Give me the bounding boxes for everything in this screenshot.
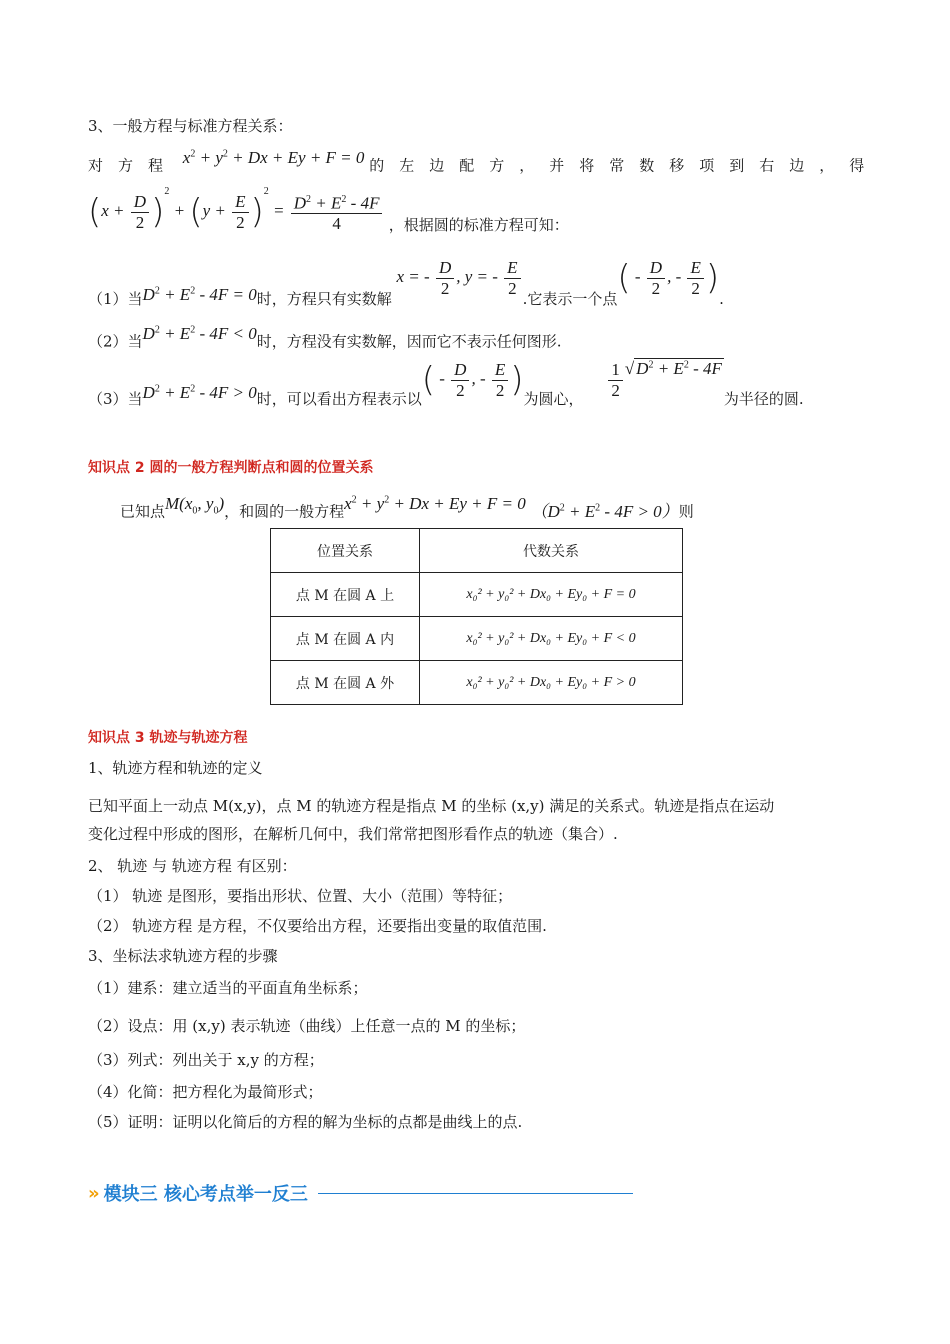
table-row: [271, 573, 683, 617]
completed-square-equation: (x + $\frac{D}{2}$ )$^2$ + (y + $\frac{E}{2}$ )$^2$ = $\frac{D^2 + E^2 - 4F}{4}$ ，根据圆的标准方程可知：: [88, 186, 569, 234]
subheading: 1、轨迹方程和轨迹的定义: [88, 759, 263, 777]
case-2-line: （2）当$D^2 + E^2 - 4F < 0$时，方程没有实数解，因而它不表示任何图形.: [88, 323, 562, 351]
knowledge-point-2-heading: 知识点 2 圆的一般方程判断点和圆的位置关系: [88, 460, 374, 476]
subheading: 3、坐标法求轨迹方程的步骤: [88, 947, 278, 965]
table-cell: x₀² + y₀² + Dx₀ + Ey₀ + F > 0: [420, 661, 683, 705]
definition-line: 已知平面上一动点 M(x,y)，点 M 的轨迹方程是指点 M 的坐标 (x,y) 满足的关系式。轨迹是指点在运动: [88, 797, 775, 815]
banner-divider: [318, 1193, 633, 1194]
equation: $x^2 + y^2 + Dx + Ey + F = 0$: [182, 147, 365, 167]
list-item: （3）列式：列出关于 x,y 的方程；: [88, 1051, 324, 1069]
table-cell: 点 M 在圆 A 内: [271, 617, 420, 661]
table-cell: 点 M 在圆 A 上: [271, 573, 420, 617]
paragraph-line: 对方程 $x^2 + y^2 + Dx + Ey + F = 0$ 的左边配方，并将常数移项到右边，得: [88, 147, 880, 175]
table-cell: x₀² + y₀² + Dx₀ + Ey₀ + F = 0: [420, 573, 683, 617]
list-item: （1） 轨迹 是图形，要指出形状、位置、大小（范围）等特征；: [88, 887, 513, 905]
banner-title: 模块三 核心考点举一反三: [103, 1184, 308, 1205]
module-banner: [88, 1180, 633, 1206]
section-heading: 3、一般方程与标准方程关系：: [88, 117, 293, 135]
position-relation-table: [270, 528, 683, 705]
subheading: 2、 轨迹 与 轨迹方程 有区别：: [88, 857, 297, 875]
list-item: （2）设点：用 (x,y) 表示轨迹（曲线）上任意一点的 M 的坐标；: [88, 1017, 526, 1035]
list-item: （2） 轨迹方程 是方程，不仅要给出方程，还要指出变量的取值范围.: [88, 917, 547, 935]
double-chevron-icon: »: [88, 1182, 100, 1204]
table-cell: x₀² + y₀² + Dx₀ + Ey₀ + F < 0: [420, 617, 683, 661]
list-item: （1）建系：建立适当的平面直角坐标系；: [88, 979, 368, 997]
table-row: [271, 617, 683, 661]
knowledge-point-3-heading: 知识点 3 轨迹与轨迹方程: [88, 730, 248, 746]
table-header: 代数关系: [420, 529, 683, 573]
table-cell: 点 M 在圆 A 外: [271, 661, 420, 705]
list-item: （4）化简：把方程化为最简形式；: [88, 1083, 323, 1101]
table-header-row: [271, 529, 683, 573]
table-header: 位置关系: [271, 529, 420, 573]
intro-line: 已知点$M(x_0$, $y_0$)，和圆的一般方程$x^2 + y^2 + Dx + Ey + F = 0$ $(D^2 + E^2 - 4F > 0)$则: [120, 493, 694, 521]
case-1-line: （1）当$D^2 + E^2 - 4F = 0$时，方程只有实数解 x = - $\frac{D}{2}$ , y = - $\frac{E}{2}$ .它表示一个点( - $\frac{D}{2}$ , - $\frac{E}{2}$ ).: [88, 258, 724, 309]
case-3-line: （3）当$D^2 + E^2 - 4F > 0$时，可以看出方程表示以( - $\frac{D}{2}$ , - $\frac{E}{2}$ )为圆心， $\frac{1}{2}$ √ $D^2 + E^2 - 4F$为半径的圆.: [88, 359, 804, 409]
table-row: [271, 661, 683, 705]
definition-line: 变化过程中形成的图形，在解析几何中，我们常常把图形看作点的轨迹（集合）.: [88, 825, 618, 843]
list-item: （5）证明：证明以化简后的方程的解为坐标的点都是曲线上的点.: [88, 1113, 523, 1131]
